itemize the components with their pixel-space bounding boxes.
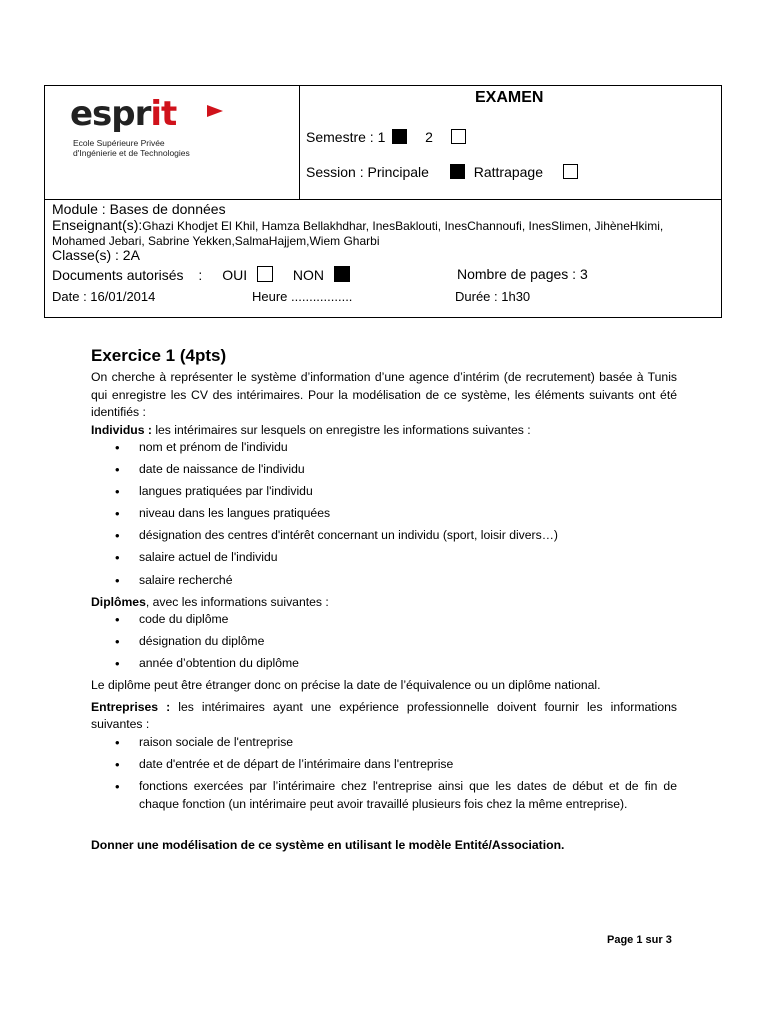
individus-text: les intérimaires sur lesquels on enregistre les informations suivantes :	[151, 422, 531, 437]
list-item: • désignation des centres d'intérêt concernant un individu (sport, loisir divers…)	[91, 527, 677, 545]
diplomes-label: Diplômes	[91, 594, 146, 609]
list-item: • raison sociale de l'entreprise	[91, 734, 677, 752]
heure-line: Heure .................	[252, 289, 353, 304]
documents-row	[52, 266, 350, 283]
enseignants-names-1: Ghazi Khodjet El Khil, Hamza Bellakhdhar, InesBaklouti, InesChannoufi, InesSlimen, JihèneHkimi,	[142, 219, 664, 233]
logo-subtitle-line2: d'Ingénierie et de Technologies	[73, 148, 190, 158]
esprit-logo	[70, 94, 176, 134]
list-item: • salaire actuel de l'individu	[91, 549, 677, 567]
list-item: • langues pratiquées par l'individu	[91, 483, 677, 501]
exercise-content	[91, 345, 677, 855]
diplome-note: Le diplôme peut être étranger donc on précise la date de l’équivalence ou un diplôme national.	[91, 678, 601, 693]
logo-subtitle-line1: Ecole Supérieure Privée	[73, 138, 165, 148]
logo-cell	[45, 86, 300, 199]
question: Donner une modélisation de ce système en utilisant le modèle Entité/Association.	[91, 838, 565, 853]
list-item: • désignation du diplôme	[91, 633, 677, 651]
list-item: • date de naissance de l'individu	[91, 461, 677, 479]
oui-checkbox[interactable]	[257, 266, 273, 282]
module-line: Module : Bases de données	[52, 201, 226, 217]
enseignants-label: Enseignant(s):	[52, 217, 143, 233]
non-checkbox[interactable]	[334, 266, 350, 282]
exercise-title: Exercice 1 (4pts)	[91, 346, 227, 365]
session-row	[306, 164, 578, 180]
diplomes-text: , avec les informations suivantes :	[145, 594, 329, 609]
logo-wordmark-red: it	[150, 94, 177, 134]
semestre-2-checkbox[interactable]	[451, 129, 466, 144]
nombre-pages: Nombre de pages : 3	[457, 266, 588, 282]
list-item: • année d’obtention du diplôme	[91, 655, 677, 673]
list-item: • date d'entrée et de départ de l’intérimaire dans l'entreprise	[91, 756, 677, 774]
list-item: • niveau dans les langues pratiquées	[91, 505, 677, 523]
enseignants-line	[52, 217, 663, 235]
entreprises-label: Entreprises :	[91, 699, 171, 714]
diplomes-heading	[91, 594, 677, 612]
individus-label: Individus :	[91, 422, 152, 437]
individus-list	[91, 439, 677, 589]
list-item: • fonctions exercées par l’intérimaire chez l'entreprise ainsi que les dates de début et de fin de chaque fonction (un intérimaire peut avoir travaillé plusieurs fois chez la même entreprise).	[91, 778, 677, 813]
rattrapage-label: Rattrapage	[473, 164, 544, 180]
rattrapage-checkbox[interactable]	[563, 164, 578, 179]
individus-heading	[91, 422, 677, 440]
exercise-intro: On cherche à représenter le système d’information d’une agence d’intérim (de recrutement) basée à Tunis qui enregistre les CV des intérimaires. Pour la modélisation de ce système, les éléments suivants ont été identifiés :	[91, 370, 677, 419]
list-item: • salaire recherché	[91, 572, 677, 590]
enseignants-names-2: Mohamed Jebari, Sabrine Yekken,SalmaHajjem,Wiem Gharbi	[52, 234, 380, 248]
page-number: Page 1 sur 3	[607, 934, 672, 946]
semestre-1-checkbox[interactable]	[392, 129, 407, 144]
classe-line: Classe(s) : 2A	[52, 247, 140, 263]
entreprises-text: les intérimaires ayant une expérience professionnelle doivent fournir les informations suivantes :	[91, 699, 677, 732]
list-item: • code du diplôme	[91, 611, 677, 629]
oui-label: OUI	[222, 267, 248, 283]
documents-colon: :	[198, 267, 203, 283]
semestre-row	[306, 129, 466, 145]
session-label: Session : Principale	[306, 164, 429, 180]
logo-arrow-icon	[207, 105, 223, 117]
exam-title: EXAMEN	[475, 89, 544, 106]
date-line: Date : 16/01/2014	[52, 289, 156, 304]
non-label: NON	[292, 267, 324, 283]
session-principale-checkbox[interactable]	[450, 164, 465, 179]
semestre-label: Semestre : 1	[306, 129, 386, 145]
logo-wordmark-black: espr	[70, 94, 151, 134]
semestre-2-label: 2	[425, 129, 433, 145]
entreprises-heading	[91, 699, 677, 734]
diplomes-list	[91, 611, 677, 673]
list-item: • nom et prénom de l'individu	[91, 439, 677, 457]
documents-label: Documents autorisés	[52, 267, 184, 283]
entreprises-list	[91, 734, 677, 813]
exam-info-cell	[300, 86, 721, 199]
duree-line: Durée : 1h30	[455, 289, 531, 304]
exam-details-cell	[45, 199, 721, 317]
logo-subtitle	[73, 138, 190, 158]
exam-header-table	[44, 85, 722, 318]
